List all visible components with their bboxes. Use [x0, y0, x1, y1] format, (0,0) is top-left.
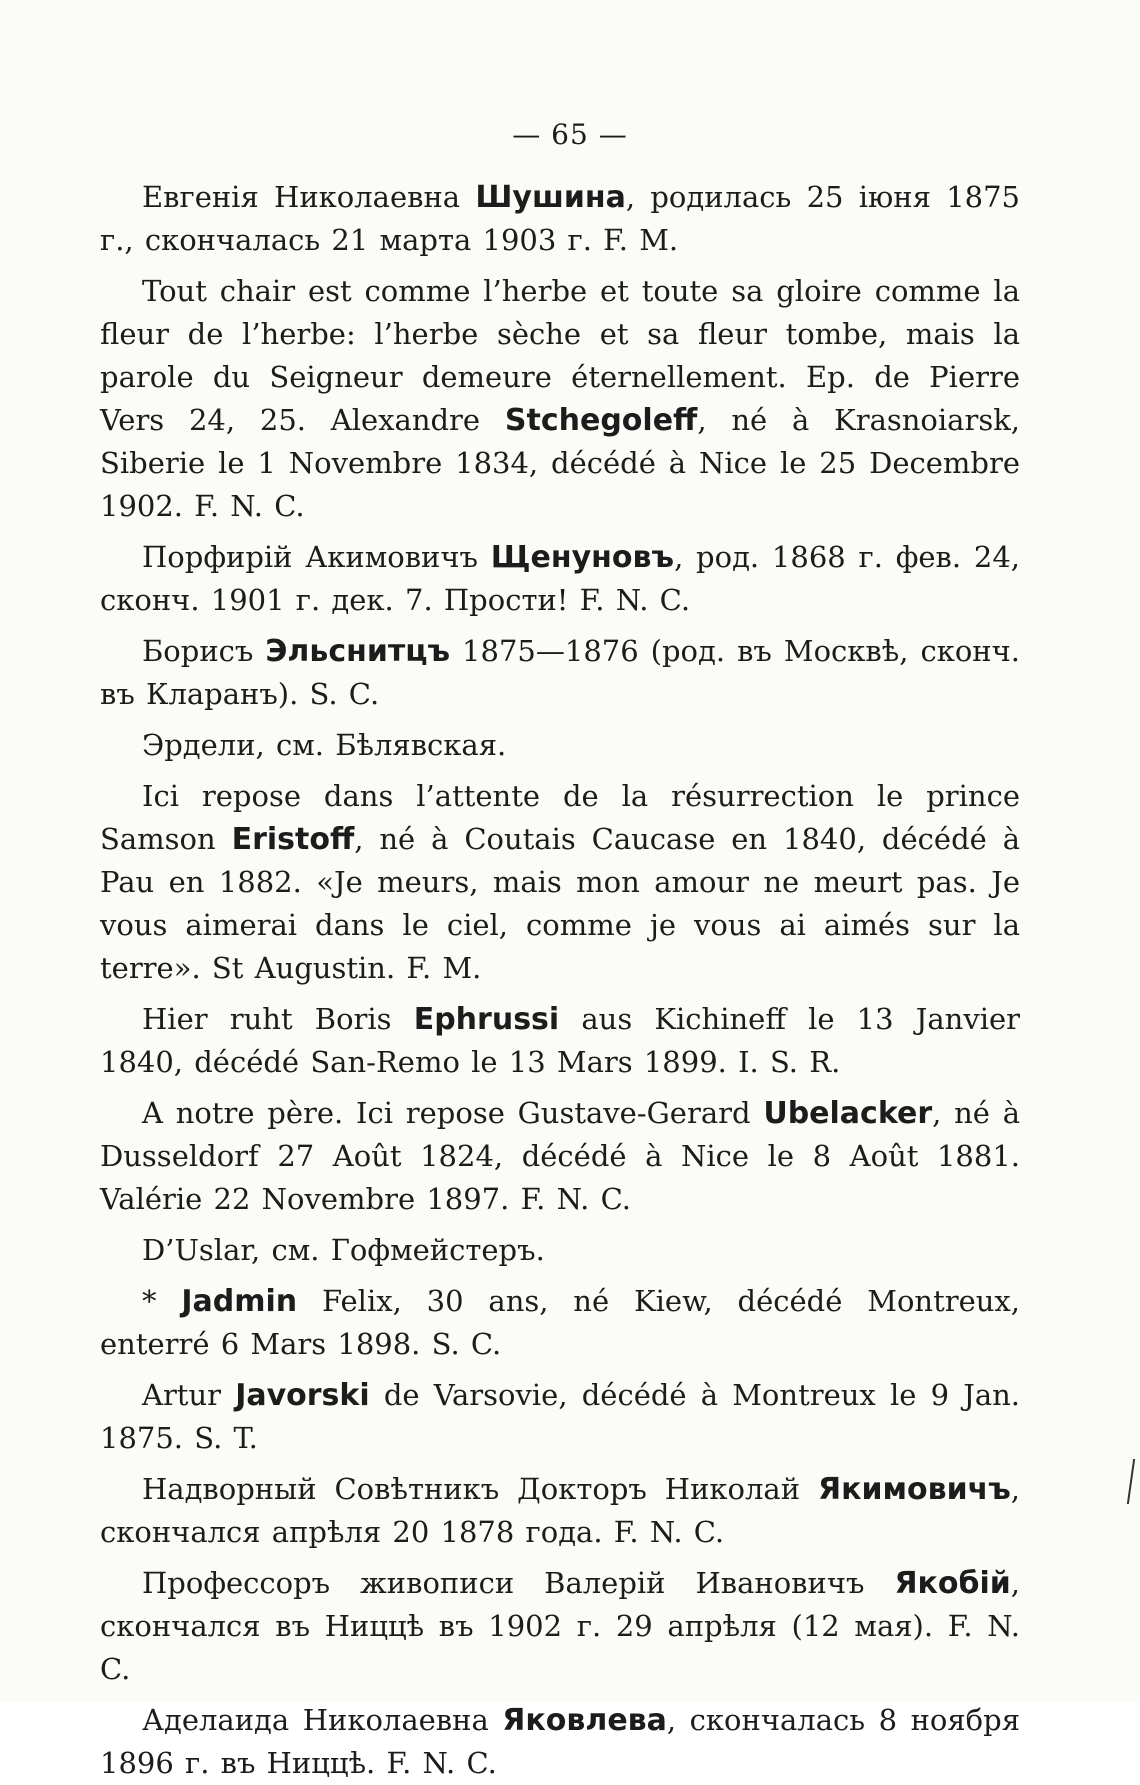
- surname: Ephrussi: [413, 1002, 560, 1037]
- entry-text: Надворный Совѣтникъ Докторъ Николай: [142, 1472, 819, 1506]
- entry-text: Аделаида Николаевна: [142, 1703, 503, 1737]
- margin-line-mark: [1109, 1459, 1135, 1504]
- page-number: — 65 —: [512, 118, 628, 151]
- entry-text: Профессоръ живописи Валерій Ивановичъ: [142, 1566, 895, 1600]
- obituary-text: [100, 176, 1020, 1785]
- surname: Javorski: [235, 1378, 370, 1413]
- entry-text: *: [142, 1284, 182, 1318]
- entry-ephrussi: [100, 998, 1020, 1084]
- entry-text: Борисъ: [142, 634, 266, 668]
- entry-stchegoleff: [100, 270, 1020, 528]
- surname: Якобій: [894, 1566, 1011, 1601]
- entry-text: , скончался въ Ниццѣ въ 1902 г. 29 апрѣля (12 мая). F. N. C.: [100, 1566, 1020, 1686]
- entry-text: , né à Dusseldorf 27 Août 1824, décédé à Nice le 8 Août 1881. Valérie 22 Novembre 1897. F. N. C.: [100, 1096, 1020, 1216]
- entry-jadmin: [100, 1280, 1020, 1366]
- entry-text: , né à Coutais Caucase en 1840, décédé à Pau en 1882. «Je meurs, mais mon amour ne meurt pas. Je vous aimerai dans le ciel, comme je vous ai aimés sur la terre». St Augustin. F. M.: [100, 822, 1020, 985]
- surname: Stchegoleff: [504, 403, 698, 438]
- entry-text: Порфирій Акимовичъ: [142, 540, 491, 574]
- surname: Шушина: [475, 180, 626, 215]
- entry-text: de Varsovie, décédé à Montreux le 9 Jan. 1875. S. T.: [100, 1378, 1021, 1455]
- entry-elsnitz: [100, 630, 1020, 716]
- entry-text: Эрдели, см. Бѣлявская.: [142, 728, 507, 762]
- entry-text: Artur: [142, 1378, 236, 1412]
- surname: Jadmin: [181, 1284, 298, 1319]
- entry-shushina: [100, 176, 1020, 262]
- entry-javorski: [100, 1374, 1020, 1460]
- entry-text: Евгенія Николаевна: [142, 180, 476, 214]
- entry-erdeli-cross-reference: [100, 724, 1020, 767]
- entry-text: , родилась 25 іюня 1875 г., скончалась 21 марта 1903 г. F. M.: [100, 180, 1020, 257]
- entry-text: , скончался апрѣля 20 1878 года. F. N. C.: [100, 1472, 1020, 1549]
- entry-uslar-cross-reference: [100, 1229, 1020, 1272]
- entry-text: D’Uslar, см. Гофмейстеръ.: [142, 1233, 545, 1267]
- entry-text: Tout chair est comme l’herbe et toute sa gloire comme la fleur de l’herbe: l’herbe sèche et sa fleur tombe, mais la parole du Seigneur demeure éternellement. Ep. de Pierre Vers 24, 25. Alexandre: [100, 274, 1020, 437]
- entry-shchekunov: [100, 536, 1020, 622]
- entry-yakobiy: [100, 1562, 1020, 1691]
- entry-text: 1875—1876 (род. въ Москвѣ, сконч. въ Кларанъ). S. C.: [100, 634, 1021, 711]
- entry-text: , né à Krasnoiarsk, Siberie le 1 Novembre 1834, décédé à Nice le 25 Decembre 1902. F. N. C.: [100, 403, 1020, 523]
- entry-eristoff: [100, 775, 1020, 990]
- entry-text: aus Kichineff le 13 Janvier 1840, décédé San-Remo le 13 Mars 1899. I. S. R.: [100, 1002, 1021, 1079]
- entry-text: Hier ruht Boris: [142, 1002, 414, 1036]
- entry-text: , род. 1868 г. фев. 24, сконч. 1901 г. дек. 7. Прости! F. N. C.: [100, 540, 1021, 617]
- entry-text: Felix, 30 ans, né Kiew, décédé Montreux, enterré 6 Mars 1898. S. C.: [100, 1284, 1021, 1361]
- surname: Ubelacker: [763, 1096, 933, 1131]
- surname: Эльснитцъ: [265, 634, 451, 669]
- entry-yakimovich: [100, 1468, 1020, 1554]
- entry-text: Ici repose dans l’attente de la résurrection le prince Samson: [100, 779, 1020, 856]
- surname: Яковлева: [502, 1703, 667, 1738]
- entry-text: A notre père. Ici repose Gustave-Gerard: [142, 1096, 764, 1130]
- surname: Eristoff: [231, 822, 355, 857]
- entry-yakovleva: [100, 1699, 1020, 1785]
- entry-ubelacker: [100, 1092, 1020, 1221]
- surname: Щенуновъ: [490, 540, 675, 575]
- surname: Якимовичъ: [818, 1472, 1011, 1507]
- entry-text: , скончалась 8 ноября 1896 г. въ Ниццѣ. F. N. C.: [100, 1703, 1020, 1780]
